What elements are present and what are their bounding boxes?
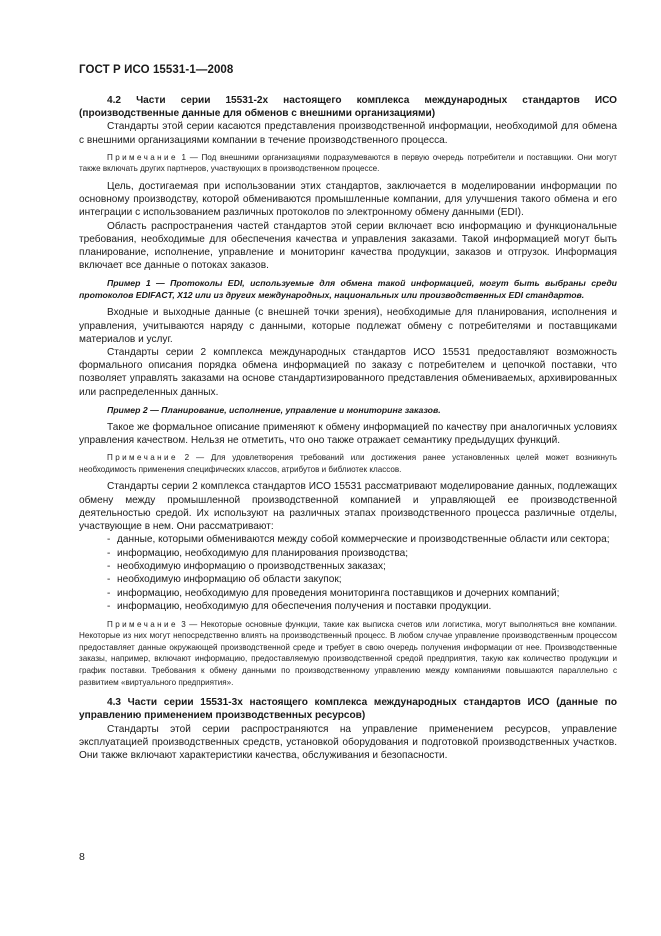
list-item: - необходимую информацию об области закупок;: [107, 574, 342, 586]
list-item: - информацию, необходимую для проведения мониторинга поставщиков и дочерних компаний;: [107, 587, 560, 599]
note-1: [79, 152, 617, 175]
section-4-2-heading: 4.2 Части серии 15531-2х настоящего комплекса международных стандартов ИСО (производственные данные для обменов с внешними организациями): [79, 95, 617, 120]
note-lead: Примечание: [107, 453, 178, 463]
considered-items-list: [79, 533, 617, 613]
page-content: [79, 94, 617, 762]
page-number: 8: [79, 851, 85, 863]
list-item: - данные, которыми обмениваются между собой коммерческие и производственные области или сектора;: [107, 534, 610, 546]
example-2: Пример 2 — Планирование, исполнение, управление и мониторинг заказов.: [107, 404, 441, 415]
note-text: 1 — Под внешними организациями подразумеваются в первую очередь потребители и поставщики. Они могут также включать других партнеров, участвующих в производственном процессе.: [79, 152, 617, 174]
paragraph: Стандарты серии 2 комплекса стандартов ИСО 15531 рассматривают моделирование данных, подлежащих обмену между промышленной производственной компанией и управляющей ее производственной деятельностью средой. Их используют на различных этапах производственного процесса различные отделы, участвующие в нем. Они рассматривают:: [79, 481, 617, 533]
list-item: - информацию, необходимую для планирования производства;: [107, 547, 409, 559]
paragraph: Стандарты этой серии распространяются на управление применением ресурсов, управление эксплуатацией производственных средств, установкой оборудования и подготовкой производственных участков. Они также включают характеристики качества, обслуживания и безопасности.: [79, 723, 617, 762]
paragraph: Входные и выходные данные (с внешней точки зрения), необходимые для планирования, исполнения и управления, учитываются наряду с данными, которые подлежат обмену с потребителями и поставщиками материалов и услуг.: [79, 307, 617, 345]
note-lead: Примечание: [107, 152, 178, 162]
document-header: ГОСТ Р ИСО 15531-1—2008: [79, 64, 234, 76]
note-2: [79, 452, 617, 475]
note-3: [79, 619, 617, 689]
paragraph: Область распространения частей стандартов этой серии включает всю информацию и функциональные требования, необходимые для обеспечения качества и управления заказами. Такой информацией могут быть планирование, исполнение, управление и мониторинг качества продукции, заказов и отгрузок. Информация включает все данные о потоках заказов.: [79, 220, 617, 272]
example-1: Пример 1 — Протоколы EDI, используемые для обмена такой информацией, могут быть выбраны среди протоколов EDIFACT, X12 или из других международных, национальных или производственных EDI стандартов.: [79, 278, 617, 301]
note-text: 2 — Для удовлетворения требований или достижения ранее установленных целей может возникнуть необходимость применения специфических классов, атрибутов и библиотек классов.: [79, 453, 617, 474]
list-item: - информацию, необходимую для обеспечения получения и поставки продукции.: [107, 601, 492, 613]
list-item: - необходимую информацию о производственных заказах;: [107, 561, 386, 573]
note-lead: Примечание: [107, 619, 178, 629]
section-4-3-heading: 4.3 Части серии 15531-3х настоящего комплекса международных стандартов ИСО (данные по управлению применением производственных ресурсов): [79, 697, 617, 722]
paragraph: Стандарты серии 2 комплекса международных стандартов ИСО 15531 предоставляют возможность формального описания порядка обмена информацией по заказу с потребителем и цепочкой поставки, что позволяет управлять заказами на основе стандартизированного представления обмениваемых, архивированных или распределенных данных.: [79, 347, 617, 398]
paragraph: Такое же формальное описание применяют к обмену информацией по качеству при аналогичных условиях управления качеством. Нельзя не отметить, что оно также отражает семантику предыдущих функций.: [79, 421, 617, 447]
paragraph: Стандарты этой серии касаются представления производственной информации, необходимой для обмена с внешними организациями компании в течение производственного процесса.: [79, 121, 617, 146]
note-text: 3 — Некоторые основные функции, такие как выписка счетов или логистика, могут выполняться вне компании. Некоторые из них могут непосредственно влиять на производственный процесс. В любом случае управление производственным процессом предоставляет данные окружающей производственной среде и требует в свою очередь получения информации от нее. Производственные заказы, например, включают информацию, предоставляемую производственной средой предприятия, такую как количество продукции и график поставки. Требования к обмену данными по производственному управлению между компаниями повышаются параллельно с развитием «виртуального предприятия».: [79, 619, 617, 687]
paragraph: Цель, достигаемая при использовании этих стандартов, заключается в моделировании информации по основному производству, которой обмениваются промышленные компании, для улучшения такого обмена и его интеграции с использованием различных протоколов по электронному обмену данными (EDI).: [79, 181, 617, 219]
